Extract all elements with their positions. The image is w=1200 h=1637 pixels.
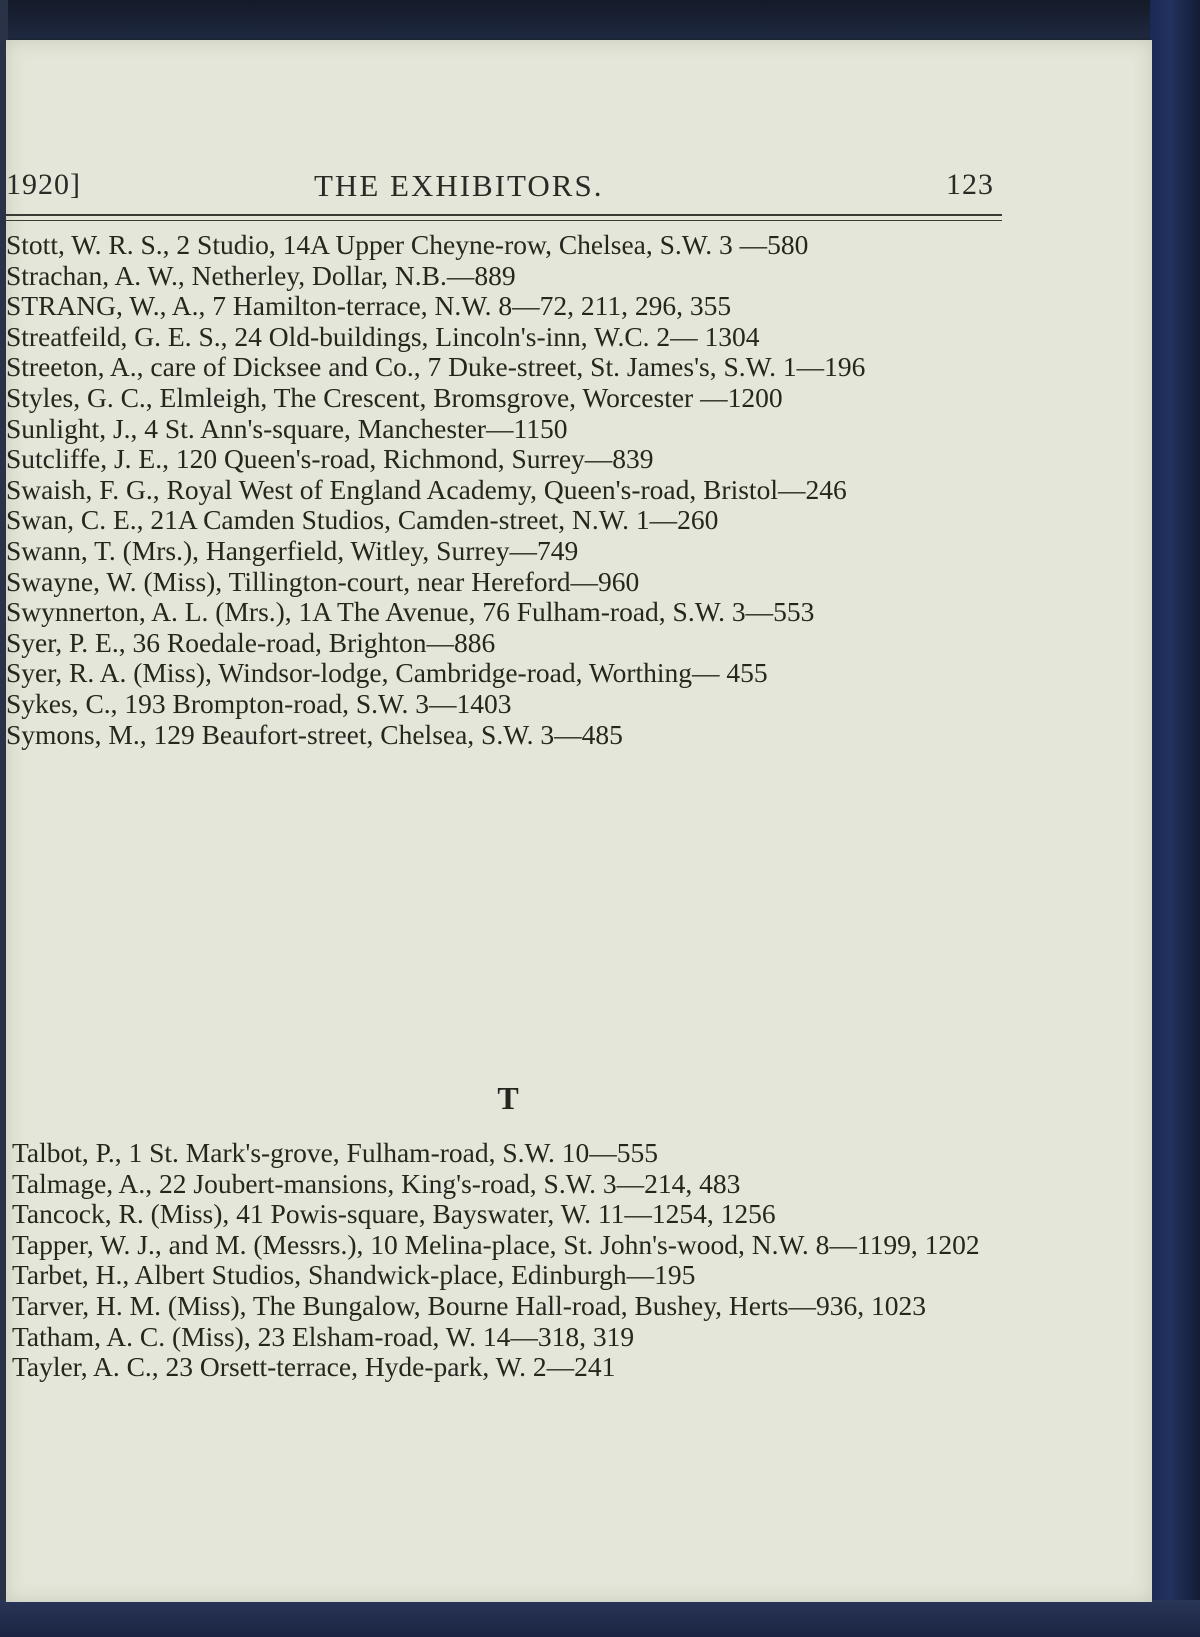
list-item: Swann, T. (Mrs.), Hangerfield, Witley, Surrey—749 <box>6 534 579 566</box>
list-item: Swaish, F. G., Royal West of England Academy, Queen's-road, Bristol—246 <box>6 473 847 505</box>
list-item: Styles, G. C., Elmleigh, The Crescent, Bromsgrove, Worcester —1200 <box>6 381 783 413</box>
book-cover-bottom <box>0 1600 1200 1637</box>
list-item: Tarver, H. M. (Miss), The Bungalow, Bourne Hall-road, Bushey, Herts—936, 1023 <box>12 1289 926 1321</box>
list-item: Talmage, A., 22 Joubert-mansions, King's-road, S.W. 3—214, 483 <box>12 1167 741 1199</box>
list-item: Streatfeild, G. E. S., 24 Old-buildings, Lincoln's-inn, W.C. 2— 1304 <box>6 320 760 352</box>
list-item: Talbot, P., 1 St. Mark's-grove, Fulham-road, S.W. 10—555 <box>12 1137 658 1168</box>
header-year: 1920] <box>6 168 81 201</box>
list-item: Tapper, W. J., and M. (Messrs.), 10 Melina-place, St. John's-wood, N.W. 8—1199, 1202 <box>12 1228 980 1260</box>
list-item: Syer, P. E., 36 Roedale-road, Brighton—886 <box>6 626 496 658</box>
list-item: STRANG, W., A., 7 Hamilton-terrace, N.W. 8—72, 211, 296, 355 <box>6 290 732 322</box>
list-item: Strachan, A. W., Netherley, Dollar, N.B.—889 <box>6 259 516 291</box>
list-item: Sunlight, J., 4 St. Ann's-square, Manchester—1150 <box>6 412 568 444</box>
exhibitor-list-s <box>6 230 1010 750</box>
book-page <box>6 40 1152 1602</box>
list-item: Symons, M., 129 Beaufort-street, Chelsea, S.W. 3—485 <box>6 718 623 750</box>
exhibitor-list-t <box>12 1138 1010 1383</box>
list-item: Streeton, A., care of Dicksee and Co., 7 Duke-street, St. James's, S.W. 1—196 <box>6 351 866 383</box>
list-item: Swayne, W. (Miss), Tillington-court, near Hereford—960 <box>6 565 640 597</box>
header-rule-thick <box>6 214 1002 216</box>
section-heading: T <box>497 1080 519 1116</box>
list-item: Syer, R. A. (Miss), Windsor-lodge, Cambridge-road, Worthing— 455 <box>6 657 768 689</box>
list-item: Tatham, A. C. (Miss), 23 Elsham-road, W. 14—318, 319 <box>12 1320 635 1352</box>
list-item: Swynnerton, A. L. (Mrs.), 1A The Avenue, 76 Fulham-road, S.W. 3—553 <box>6 596 815 628</box>
list-item: Sutcliffe, J. E., 120 Queen's-road, Richmond, Surrey—839 <box>6 443 654 475</box>
page-header <box>6 168 1016 228</box>
header-rule-thin <box>6 220 1002 221</box>
book-cover-spine <box>1150 0 1200 1637</box>
page-title: THE EXHIBITORS. <box>314 168 604 203</box>
list-item: Sykes, C., 193 Brompton-road, S.W. 3—1403 <box>6 687 512 719</box>
list-item: Tancock, R. (Miss), 41 Powis-square, Bayswater, W. 11—1254, 1256 <box>12 1198 776 1230</box>
page-number: 123 <box>946 168 994 201</box>
list-item: Stott, W. R. S., 2 Studio, 14A Upper Cheyne-row, Chelsea, S.W. 3 —580 <box>6 229 809 260</box>
list-item: Tarbet, H., Albert Studios, Shandwick-place, Edinburgh—195 <box>12 1259 696 1291</box>
book-cover-top <box>0 0 1200 38</box>
list-item: Swan, C. E., 21A Camden Studios, Camden-street, N.W. 1—260 <box>6 504 719 536</box>
list-item: Tayler, A. C., 23 Orsett-terrace, Hyde-park, W. 2—241 <box>12 1351 616 1383</box>
